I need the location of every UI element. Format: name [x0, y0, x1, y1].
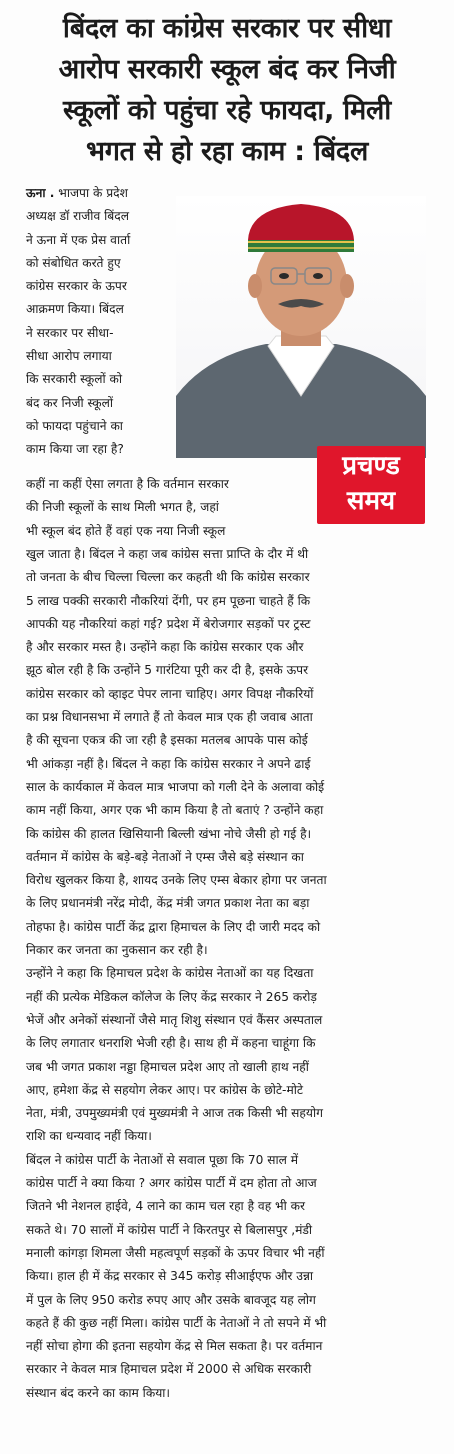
- lead-line: कि सरकारी स्कूलों को: [26, 372, 123, 387]
- body-line: की निजी स्कूलों के साथ मिली भगत है, जहां: [26, 500, 219, 515]
- logo-line-2: समय: [346, 486, 396, 516]
- body-line: कहते हैं की कुछ नहीं मिला। कांग्रेस पार्टी के नेताओं ने तो सपने में भी: [26, 1315, 327, 1330]
- body-line: साल के कार्यकाल में केवल मात्र भाजपा को गली देने के अलावा कोई: [26, 779, 325, 794]
- body-line: सरकार ने केवल मात्र हिमाचल प्रदेश में 2000 से अधिक सरकारी: [26, 1362, 312, 1377]
- body-line: नेता, मंत्री, उपमुख्यमंत्री एवं मुख्यमंत्री ने आज तक किसी भी सहयोग: [26, 1106, 323, 1121]
- lead-line: ने सरकार पर सीधा-: [26, 325, 114, 340]
- logo-line-1: प्रचण्ड: [342, 451, 400, 481]
- body-line: बिंदल ने कांग्रेस पार्टी के नेताओं से सवाल पूछा कि 70 साल में: [26, 1152, 299, 1167]
- portrait-photo: [176, 196, 426, 458]
- lead-line: [26, 182, 168, 205]
- body-line: मनाली कांगड़ा शिमला जैसी महत्वपूर्ण सड़कों के ऊपर विचार भी नहीं: [26, 1245, 325, 1260]
- body-line: कांग्रेस सरकार को व्हाइट पेपर लाना चाहिए। अगर विपक्ष नौकरियों: [26, 686, 314, 701]
- body-line: कि कांग्रेस की हालत खिसियानी बिल्ली खंभा नोचे जैसी हो गई है।: [26, 826, 312, 841]
- headline-line: आरोप सरकारी स्कूल बंद कर निजी: [58, 54, 396, 85]
- body-line: खुल जाता है। बिंदल ने कहा जब कांग्रेस सत्ता प्राप्ति के दौर में थी: [26, 547, 309, 561]
- body-line: है और सरकार मस्त है। उन्होंने कहा कि कांग्रेस सरकार एक और: [26, 640, 304, 655]
- body-line: के लिए लगातार धनराशि भेजी रही है। साथ ही में कहना चाहूंगा कि: [26, 1036, 316, 1051]
- lead-line: अध्यक्ष डॉ राजीव बिंदल: [26, 209, 129, 224]
- body-line: नहीं सोचा होगा की इतना सहयोग केंद्र से मिल सकता है। पर वर्तमान: [26, 1339, 323, 1354]
- headline-line: बिंदल का कांग्रेस सरकार पर सीधा: [62, 13, 392, 44]
- headline-line: भगत से हो रहा काम : बिंदल: [86, 136, 368, 167]
- lead-text: भाजपा के प्रदेश: [58, 186, 128, 200]
- lead-line: आक्रमण किया। बिंदल: [26, 302, 124, 317]
- body-line: वर्तमान में कांग्रेस के बड़े-बड़े नेताओं ने एम्स जैसे बड़े संस्थान का: [26, 849, 304, 864]
- body-line: तोहफा है। कांग्रेस पार्टी केंद्र द्वारा हिमाचल के लिए दी जारी मदद को: [26, 919, 321, 934]
- headline-line: स्कूलों को पहुंचा रहे फायदा, मिली: [63, 95, 391, 126]
- body-line: सकते थे। 70 सालों में कांग्रेस पार्टी ने किरतपुर से बिलासपुर ,मंडी: [26, 1222, 313, 1237]
- body-line: किया। हाल ही में केंद्र सरकार से 345 करोड़ सीआईएफ और उन्ना: [26, 1269, 314, 1284]
- body-line: कहीं ना कहीं ऐसा लगता है कि वर्तमान सरकार: [26, 477, 229, 491]
- lead-line: बंद कर निजी स्कूलों: [26, 395, 114, 410]
- body-line: में पुल के लिए 950 करोड रुपए आए और उसके बावजूद यह लोग: [26, 1292, 316, 1307]
- body-line: जितने भी नेशनल हाईवे, 4 लाने का काम चल रहा है वह भी कर: [26, 1199, 306, 1214]
- body-line: भी आंकड़ा नहीं है। बिंदल ने कहा कि कांग्रेस सरकार ने अपने ढाई: [26, 756, 311, 771]
- body-line: भेजें और अनेकों संस्थानों जैसे मातृ शिशु संस्थान एवं कैंसर अस्पताल: [26, 1012, 323, 1027]
- body-line: भी स्कूल बंद होते हैं वहां एक नया निजी स्कूल: [26, 523, 226, 538]
- body-line: का प्रश्न विधानसभा में लगाते हैं तो केवल मात्र एक ही जवाब आता: [26, 710, 313, 725]
- body-paragraph: [26, 543, 438, 1405]
- lead-line: को संबोधित करते हुए: [26, 255, 121, 270]
- lead-line: को फायदा पहुंचाने का: [26, 418, 123, 433]
- publication-logo: [317, 446, 425, 524]
- lead-line: काम किया जा रहा है?: [26, 442, 124, 457]
- lead-line: सीधा आरोप लगाया: [26, 349, 112, 364]
- body-line: नहीं की प्रत्येक मेडिकल कॉलेज के लिए केंद्र सरकार ने 265 करोड़: [26, 989, 317, 1004]
- body-line: आपकी यह नौकरियां कहां गई? प्रदेश में बेरोजगार सड़कों पर ट्रस्ट: [26, 616, 311, 631]
- headline: [6, 8, 448, 172]
- body-line: 5 लाख पक्की सरकारी नौकरियां देंगी, पर हम पूछना चाहते हैं कि: [26, 593, 311, 608]
- body-line: विरोध खुलकर किया है, शायद उनके लिए एम्स बेकार होगा पर जनता: [26, 873, 327, 888]
- body-line: निकार कर जनता का नुकसान कर रही है।: [26, 943, 208, 958]
- lead-line: कांग्रेस सरकार के ऊपर: [26, 279, 127, 294]
- body-line: जब भी जगत प्रकाश नड्डा हिमाचल प्रदेश आए तो खाली हाथ नहीं: [26, 1059, 309, 1074]
- dateline: ऊना .: [26, 186, 55, 200]
- body-paragraph-upper: [26, 473, 316, 543]
- lead-paragraph: [26, 182, 168, 462]
- body-line: आए, हमेशा केंद्र से सहयोग लेकर आए। पर कांग्रेस के छोटे-मोटे: [26, 1082, 304, 1097]
- lead-line: ने ऊना में एक प्रेस वार्ता: [26, 232, 131, 247]
- body-line: संस्थान बंद करने का काम किया।: [26, 1385, 171, 1400]
- body-line: उन्होंने ने कहा कि हिमाचल प्रदेश के कांग्रेस नेताओं का यह दिखता: [26, 966, 314, 981]
- body-line: कांग्रेस पार्टी ने क्या किया ? अगर कांग्रेस पार्टी में दम होता तो आज: [26, 1176, 317, 1191]
- body-line: तो जनता के बीच चिल्ला चिल्ला कर कहती थी कि कांग्रेस सरकार: [26, 570, 310, 585]
- body-line: झूठ बोल रही है कि उन्होंने 5 गारंटिया पूरी कर दी है, इसके ऊपर: [26, 663, 309, 678]
- portrait-illustration: [176, 196, 426, 458]
- body-line: काम नहीं किया, अगर एक भी काम किया है तो बताएं ? उन्होंने कहा: [26, 803, 324, 818]
- body-line: राशि का धन्यवाद नहीं किया।: [26, 1129, 152, 1144]
- body-line: है की सूचना एकत्र की जा रही है इसका मतलब आपके पास कोई: [26, 733, 308, 748]
- body-line: के लिए प्रधानमंत्री नरेंद्र मोदी, केंद्र मंत्री जगत प्रकाश नेता का बड़ा: [26, 896, 310, 911]
